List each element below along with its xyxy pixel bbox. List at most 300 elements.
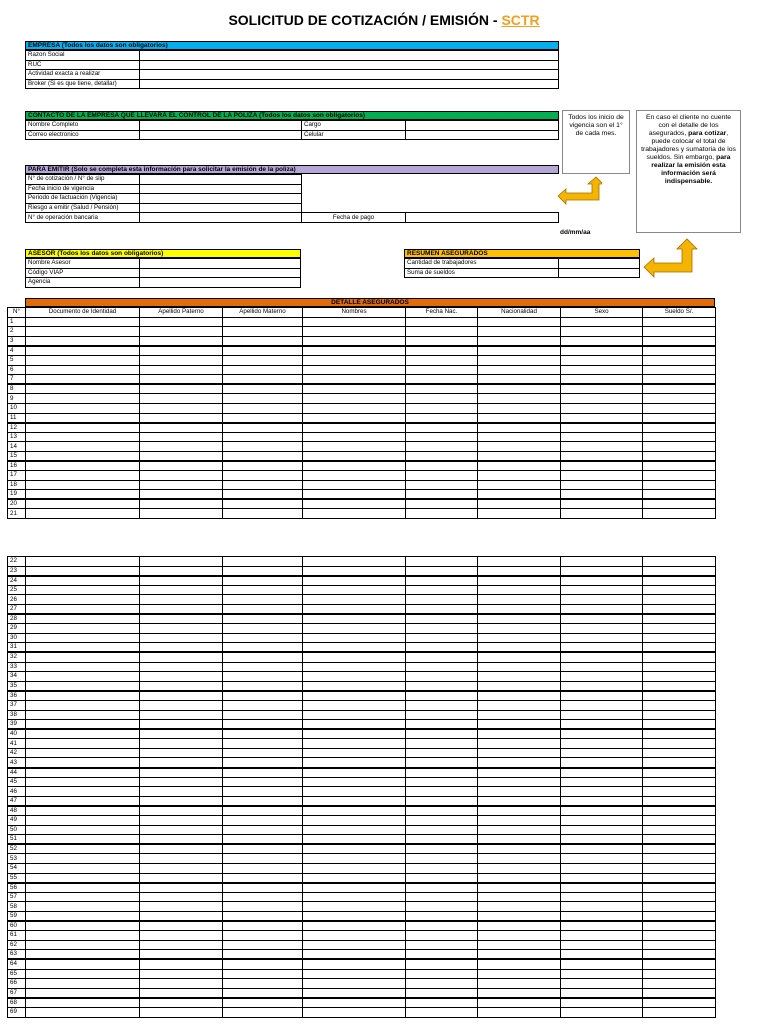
table-cell[interactable] bbox=[406, 442, 478, 452]
table-cell[interactable] bbox=[303, 394, 406, 404]
table-cell[interactable] bbox=[26, 576, 140, 586]
table-cell[interactable] bbox=[223, 365, 303, 375]
table-cell[interactable] bbox=[561, 604, 643, 614]
table-cell[interactable] bbox=[140, 576, 223, 586]
table-cell[interactable] bbox=[140, 461, 223, 471]
table-cell[interactable] bbox=[561, 394, 643, 404]
table-cell[interactable] bbox=[561, 614, 643, 624]
table-cell[interactable] bbox=[223, 979, 303, 989]
table-cell[interactable] bbox=[26, 873, 140, 883]
table-cell[interactable] bbox=[303, 576, 406, 586]
table-cell[interactable] bbox=[406, 327, 478, 337]
table-cell[interactable] bbox=[406, 854, 478, 864]
table-cell[interactable] bbox=[223, 988, 303, 998]
table-cell[interactable] bbox=[223, 796, 303, 806]
table-cell[interactable] bbox=[303, 633, 406, 643]
table-cell[interactable] bbox=[26, 988, 140, 998]
table-cell[interactable] bbox=[643, 490, 716, 500]
table-cell[interactable] bbox=[140, 1007, 223, 1017]
table-cell[interactable] bbox=[140, 375, 223, 385]
table-cell[interactable] bbox=[643, 346, 716, 356]
table-cell[interactable] bbox=[406, 691, 478, 701]
table-cell[interactable] bbox=[223, 576, 303, 586]
table-cell[interactable] bbox=[303, 595, 406, 605]
table-cell[interactable] bbox=[561, 950, 643, 960]
table-cell[interactable] bbox=[561, 969, 643, 979]
empresa-value[interactable] bbox=[140, 70, 559, 80]
table-cell[interactable] bbox=[26, 432, 140, 442]
table-cell[interactable] bbox=[223, 346, 303, 356]
table-cell[interactable] bbox=[223, 825, 303, 835]
table-cell[interactable] bbox=[26, 480, 140, 490]
table-cell[interactable] bbox=[643, 585, 716, 595]
table-cell[interactable] bbox=[303, 432, 406, 442]
table-cell[interactable] bbox=[140, 796, 223, 806]
table-cell[interactable] bbox=[26, 720, 140, 730]
table-cell[interactable] bbox=[561, 557, 643, 567]
table-cell[interactable] bbox=[643, 720, 716, 730]
table-cell[interactable] bbox=[26, 317, 140, 327]
table-cell[interactable] bbox=[561, 710, 643, 720]
asesor-value[interactable] bbox=[140, 268, 301, 278]
table-cell[interactable] bbox=[140, 825, 223, 835]
contacto-value-celular[interactable] bbox=[406, 130, 559, 140]
table-cell[interactable] bbox=[561, 643, 643, 653]
table-cell[interactable] bbox=[223, 614, 303, 624]
resumen-value[interactable] bbox=[559, 259, 640, 269]
table-cell[interactable] bbox=[561, 873, 643, 883]
table-cell[interactable] bbox=[478, 883, 561, 893]
table-cell[interactable] bbox=[561, 442, 643, 452]
table-cell[interactable] bbox=[478, 384, 561, 394]
table-cell[interactable] bbox=[561, 346, 643, 356]
table-cell[interactable] bbox=[26, 691, 140, 701]
table-cell[interactable] bbox=[26, 979, 140, 989]
table-cell[interactable] bbox=[478, 442, 561, 452]
table-cell[interactable] bbox=[140, 566, 223, 576]
table-cell[interactable] bbox=[478, 461, 561, 471]
table-cell[interactable] bbox=[140, 787, 223, 797]
table-cell[interactable] bbox=[303, 643, 406, 653]
table-cell[interactable] bbox=[223, 940, 303, 950]
table-cell[interactable] bbox=[561, 691, 643, 701]
table-cell[interactable] bbox=[26, 864, 140, 874]
table-cell[interactable] bbox=[223, 471, 303, 481]
table-cell[interactable] bbox=[26, 931, 140, 941]
table-cell[interactable] bbox=[406, 911, 478, 921]
table-cell[interactable] bbox=[406, 931, 478, 941]
table-cell[interactable] bbox=[406, 509, 478, 519]
table-cell[interactable] bbox=[223, 844, 303, 854]
table-cell[interactable] bbox=[561, 902, 643, 912]
table-cell[interactable] bbox=[303, 931, 406, 941]
table-cell[interactable] bbox=[406, 652, 478, 662]
table-cell[interactable] bbox=[303, 451, 406, 461]
table-cell[interactable] bbox=[561, 662, 643, 672]
table-cell[interactable] bbox=[303, 950, 406, 960]
table-cell[interactable] bbox=[643, 403, 716, 413]
table-cell[interactable] bbox=[561, 959, 643, 969]
table-cell[interactable] bbox=[26, 748, 140, 758]
table-cell[interactable] bbox=[406, 969, 478, 979]
table-cell[interactable] bbox=[643, 911, 716, 921]
table-cell[interactable] bbox=[643, 557, 716, 567]
table-cell[interactable] bbox=[406, 950, 478, 960]
table-cell[interactable] bbox=[643, 777, 716, 787]
table-cell[interactable] bbox=[478, 595, 561, 605]
table-cell[interactable] bbox=[26, 413, 140, 423]
table-cell[interactable] bbox=[643, 950, 716, 960]
resumen-value[interactable] bbox=[559, 268, 640, 278]
table-cell[interactable] bbox=[140, 729, 223, 739]
table-cell[interactable] bbox=[140, 480, 223, 490]
table-cell[interactable] bbox=[223, 998, 303, 1008]
table-cell[interactable] bbox=[643, 652, 716, 662]
table-cell[interactable] bbox=[303, 940, 406, 950]
table-cell[interactable] bbox=[26, 777, 140, 787]
table-cell[interactable] bbox=[478, 988, 561, 998]
table-cell[interactable] bbox=[223, 681, 303, 691]
table-cell[interactable] bbox=[478, 480, 561, 490]
table-cell[interactable] bbox=[223, 624, 303, 634]
table-cell[interactable] bbox=[643, 931, 716, 941]
table-cell[interactable] bbox=[26, 921, 140, 931]
table-cell[interactable] bbox=[478, 614, 561, 624]
table-cell[interactable] bbox=[561, 921, 643, 931]
table-cell[interactable] bbox=[223, 873, 303, 883]
table-cell[interactable] bbox=[643, 748, 716, 758]
table-cell[interactable] bbox=[643, 729, 716, 739]
table-cell[interactable] bbox=[223, 355, 303, 365]
table-cell[interactable] bbox=[223, 729, 303, 739]
table-cell[interactable] bbox=[561, 806, 643, 816]
table-cell[interactable] bbox=[303, 672, 406, 682]
table-cell[interactable] bbox=[561, 317, 643, 327]
table-cell[interactable] bbox=[478, 729, 561, 739]
table-cell[interactable] bbox=[303, 355, 406, 365]
table-cell[interactable] bbox=[26, 902, 140, 912]
table-cell[interactable] bbox=[303, 509, 406, 519]
table-cell[interactable] bbox=[406, 662, 478, 672]
table-cell[interactable] bbox=[140, 844, 223, 854]
table-cell[interactable] bbox=[223, 336, 303, 346]
table-cell[interactable] bbox=[478, 921, 561, 931]
table-cell[interactable] bbox=[303, 499, 406, 509]
table-cell[interactable] bbox=[478, 451, 561, 461]
table-cell[interactable] bbox=[561, 633, 643, 643]
table-cell[interactable] bbox=[140, 585, 223, 595]
table-cell[interactable] bbox=[643, 816, 716, 826]
table-cell[interactable] bbox=[478, 576, 561, 586]
table-cell[interactable] bbox=[406, 700, 478, 710]
table-cell[interactable] bbox=[140, 883, 223, 893]
table-cell[interactable] bbox=[26, 787, 140, 797]
table-cell[interactable] bbox=[223, 585, 303, 595]
table-cell[interactable] bbox=[478, 355, 561, 365]
table-cell[interactable] bbox=[303, 317, 406, 327]
contacto-value-cargo[interactable] bbox=[406, 121, 559, 131]
table-cell[interactable] bbox=[561, 883, 643, 893]
table-cell[interactable] bbox=[406, 883, 478, 893]
table-cell[interactable] bbox=[303, 662, 406, 672]
table-cell[interactable] bbox=[406, 365, 478, 375]
table-cell[interactable] bbox=[406, 1007, 478, 1017]
table-cell[interactable] bbox=[406, 940, 478, 950]
table-cell[interactable] bbox=[643, 758, 716, 768]
table-cell[interactable] bbox=[643, 691, 716, 701]
table-cell[interactable] bbox=[140, 902, 223, 912]
table-cell[interactable] bbox=[478, 423, 561, 433]
table-cell[interactable] bbox=[303, 710, 406, 720]
table-cell[interactable] bbox=[140, 940, 223, 950]
table-cell[interactable] bbox=[140, 921, 223, 931]
table-cell[interactable] bbox=[26, 892, 140, 902]
table-cell[interactable] bbox=[561, 700, 643, 710]
table-cell[interactable] bbox=[478, 394, 561, 404]
table-cell[interactable] bbox=[561, 509, 643, 519]
table-cell[interactable] bbox=[303, 835, 406, 845]
table-cell[interactable] bbox=[303, 864, 406, 874]
table-cell[interactable] bbox=[478, 633, 561, 643]
table-cell[interactable] bbox=[140, 471, 223, 481]
table-cell[interactable] bbox=[223, 691, 303, 701]
table-cell[interactable] bbox=[303, 892, 406, 902]
table-cell[interactable] bbox=[26, 604, 140, 614]
table-cell[interactable] bbox=[561, 576, 643, 586]
table-cell[interactable] bbox=[223, 787, 303, 797]
table-cell[interactable] bbox=[643, 624, 716, 634]
table-cell[interactable] bbox=[478, 652, 561, 662]
table-cell[interactable] bbox=[478, 566, 561, 576]
table-cell[interactable] bbox=[643, 461, 716, 471]
table-cell[interactable] bbox=[406, 595, 478, 605]
table-cell[interactable] bbox=[223, 384, 303, 394]
table-cell[interactable] bbox=[223, 816, 303, 826]
table-cell[interactable] bbox=[26, 911, 140, 921]
table-cell[interactable] bbox=[303, 787, 406, 797]
table-cell[interactable] bbox=[26, 662, 140, 672]
table-cell[interactable] bbox=[643, 739, 716, 749]
table-cell[interactable] bbox=[478, 1007, 561, 1017]
table-cell[interactable] bbox=[26, 758, 140, 768]
table-cell[interactable] bbox=[406, 585, 478, 595]
table-cell[interactable] bbox=[303, 998, 406, 1008]
table-cell[interactable] bbox=[406, 384, 478, 394]
table-cell[interactable] bbox=[303, 681, 406, 691]
table-cell[interactable] bbox=[478, 509, 561, 519]
table-cell[interactable] bbox=[223, 710, 303, 720]
table-cell[interactable] bbox=[223, 864, 303, 874]
table-cell[interactable] bbox=[643, 892, 716, 902]
table-cell[interactable] bbox=[303, 346, 406, 356]
table-cell[interactable] bbox=[478, 825, 561, 835]
table-cell[interactable] bbox=[26, 883, 140, 893]
table-cell[interactable] bbox=[303, 442, 406, 452]
table-cell[interactable] bbox=[478, 768, 561, 778]
table-cell[interactable] bbox=[303, 614, 406, 624]
table-cell[interactable] bbox=[406, 375, 478, 385]
table-cell[interactable] bbox=[406, 633, 478, 643]
table-cell[interactable] bbox=[406, 317, 478, 327]
table-cell[interactable] bbox=[478, 471, 561, 481]
table-cell[interactable] bbox=[140, 336, 223, 346]
table-cell[interactable] bbox=[643, 394, 716, 404]
table-cell[interactable] bbox=[561, 825, 643, 835]
table-cell[interactable] bbox=[223, 739, 303, 749]
table-cell[interactable] bbox=[223, 720, 303, 730]
table-cell[interactable] bbox=[643, 700, 716, 710]
table-cell[interactable] bbox=[643, 902, 716, 912]
table-cell[interactable] bbox=[406, 873, 478, 883]
table-cell[interactable] bbox=[643, 796, 716, 806]
table-cell[interactable] bbox=[26, 336, 140, 346]
table-cell[interactable] bbox=[478, 892, 561, 902]
table-cell[interactable] bbox=[561, 327, 643, 337]
table-cell[interactable] bbox=[643, 595, 716, 605]
table-cell[interactable] bbox=[561, 1007, 643, 1017]
table-cell[interactable] bbox=[561, 471, 643, 481]
table-cell[interactable] bbox=[223, 931, 303, 941]
table-cell[interactable] bbox=[140, 413, 223, 423]
table-cell[interactable] bbox=[643, 509, 716, 519]
table-cell[interactable] bbox=[303, 739, 406, 749]
table-cell[interactable] bbox=[140, 384, 223, 394]
table-cell[interactable] bbox=[643, 883, 716, 893]
table-cell[interactable] bbox=[223, 394, 303, 404]
table-cell[interactable] bbox=[223, 327, 303, 337]
table-cell[interactable] bbox=[140, 355, 223, 365]
table-cell[interactable] bbox=[643, 432, 716, 442]
table-cell[interactable] bbox=[478, 691, 561, 701]
table-cell[interactable] bbox=[406, 394, 478, 404]
table-cell[interactable] bbox=[303, 806, 406, 816]
table-cell[interactable] bbox=[643, 672, 716, 682]
table-cell[interactable] bbox=[303, 700, 406, 710]
table-cell[interactable] bbox=[406, 758, 478, 768]
table-cell[interactable] bbox=[406, 959, 478, 969]
table-cell[interactable] bbox=[140, 720, 223, 730]
table-cell[interactable] bbox=[303, 873, 406, 883]
table-cell[interactable] bbox=[140, 672, 223, 682]
table-cell[interactable] bbox=[140, 604, 223, 614]
table-cell[interactable] bbox=[303, 796, 406, 806]
table-cell[interactable] bbox=[26, 423, 140, 433]
table-cell[interactable] bbox=[561, 336, 643, 346]
table-cell[interactable] bbox=[303, 988, 406, 998]
table-cell[interactable] bbox=[140, 835, 223, 845]
table-cell[interactable] bbox=[561, 375, 643, 385]
table-cell[interactable] bbox=[643, 806, 716, 816]
table-cell[interactable] bbox=[223, 442, 303, 452]
table-cell[interactable] bbox=[26, 490, 140, 500]
table-cell[interactable] bbox=[303, 902, 406, 912]
table-cell[interactable] bbox=[26, 806, 140, 816]
table-cell[interactable] bbox=[478, 844, 561, 854]
empresa-value[interactable] bbox=[140, 60, 559, 70]
table-cell[interactable] bbox=[26, 959, 140, 969]
table-cell[interactable] bbox=[406, 816, 478, 826]
table-cell[interactable] bbox=[478, 796, 561, 806]
table-cell[interactable] bbox=[406, 921, 478, 931]
table-cell[interactable] bbox=[406, 576, 478, 586]
table-cell[interactable] bbox=[140, 557, 223, 567]
contacto-value-nombre[interactable] bbox=[140, 121, 302, 131]
table-cell[interactable] bbox=[223, 700, 303, 710]
table-cell[interactable] bbox=[223, 375, 303, 385]
table-cell[interactable] bbox=[26, 566, 140, 576]
table-cell[interactable] bbox=[478, 854, 561, 864]
table-cell[interactable] bbox=[478, 432, 561, 442]
table-cell[interactable] bbox=[406, 825, 478, 835]
table-cell[interactable] bbox=[643, 864, 716, 874]
table-cell[interactable] bbox=[26, 595, 140, 605]
table-cell[interactable] bbox=[223, 748, 303, 758]
table-cell[interactable] bbox=[140, 864, 223, 874]
table-cell[interactable] bbox=[643, 375, 716, 385]
table-cell[interactable] bbox=[406, 490, 478, 500]
table-cell[interactable] bbox=[561, 911, 643, 921]
table-cell[interactable] bbox=[406, 729, 478, 739]
table-cell[interactable] bbox=[303, 375, 406, 385]
table-cell[interactable] bbox=[561, 355, 643, 365]
table-cell[interactable] bbox=[478, 864, 561, 874]
table-cell[interactable] bbox=[406, 471, 478, 481]
table-cell[interactable] bbox=[561, 729, 643, 739]
table-cell[interactable] bbox=[561, 720, 643, 730]
table-cell[interactable] bbox=[303, 758, 406, 768]
table-cell[interactable] bbox=[303, 327, 406, 337]
table-cell[interactable] bbox=[223, 892, 303, 902]
table-cell[interactable] bbox=[478, 787, 561, 797]
table-cell[interactable] bbox=[406, 902, 478, 912]
table-cell[interactable] bbox=[26, 940, 140, 950]
table-cell[interactable] bbox=[303, 969, 406, 979]
table-cell[interactable] bbox=[26, 729, 140, 739]
table-cell[interactable] bbox=[406, 768, 478, 778]
table-cell[interactable] bbox=[223, 566, 303, 576]
table-cell[interactable] bbox=[26, 384, 140, 394]
table-cell[interactable] bbox=[406, 787, 478, 797]
table-cell[interactable] bbox=[643, 365, 716, 375]
table-cell[interactable] bbox=[561, 892, 643, 902]
table-cell[interactable] bbox=[26, 835, 140, 845]
table-cell[interactable] bbox=[223, 672, 303, 682]
table-cell[interactable] bbox=[26, 509, 140, 519]
table-cell[interactable] bbox=[406, 432, 478, 442]
table-cell[interactable] bbox=[643, 442, 716, 452]
table-cell[interactable] bbox=[140, 892, 223, 902]
table-cell[interactable] bbox=[223, 969, 303, 979]
table-cell[interactable] bbox=[561, 835, 643, 845]
table-cell[interactable] bbox=[406, 480, 478, 490]
table-cell[interactable] bbox=[643, 317, 716, 327]
table-cell[interactable] bbox=[140, 681, 223, 691]
table-cell[interactable] bbox=[223, 959, 303, 969]
table-cell[interactable] bbox=[406, 979, 478, 989]
table-cell[interactable] bbox=[140, 595, 223, 605]
table-cell[interactable] bbox=[26, 825, 140, 835]
table-cell[interactable] bbox=[140, 854, 223, 864]
table-cell[interactable] bbox=[26, 394, 140, 404]
table-cell[interactable] bbox=[223, 432, 303, 442]
table-cell[interactable] bbox=[26, 614, 140, 624]
table-cell[interactable] bbox=[478, 413, 561, 423]
table-cell[interactable] bbox=[643, 336, 716, 346]
table-cell[interactable] bbox=[643, 854, 716, 864]
table-cell[interactable] bbox=[303, 585, 406, 595]
table-cell[interactable] bbox=[223, 633, 303, 643]
table-cell[interactable] bbox=[643, 998, 716, 1008]
